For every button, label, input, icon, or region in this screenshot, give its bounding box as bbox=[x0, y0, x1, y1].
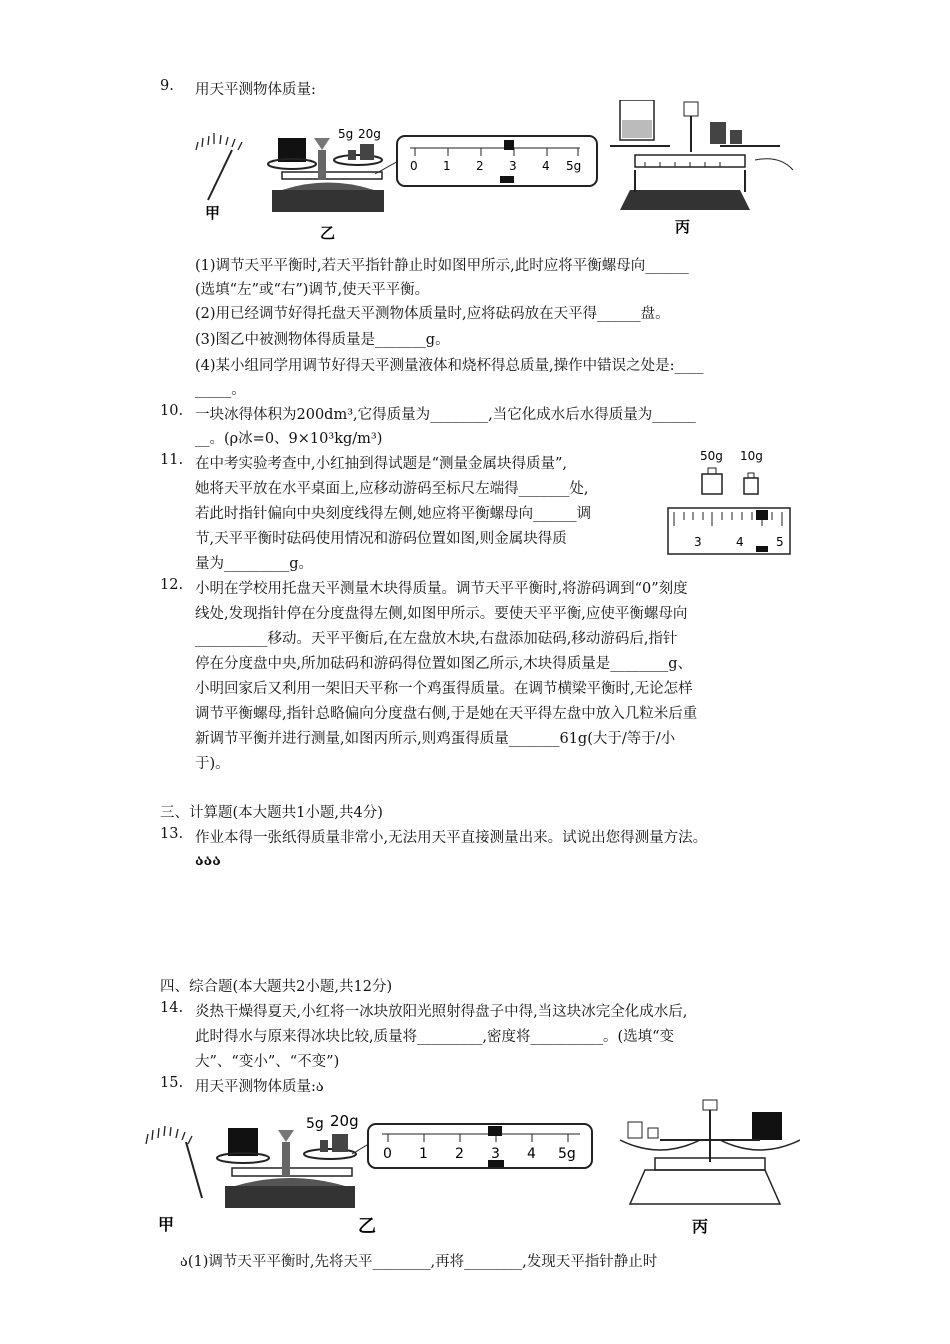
q9-tick-3: 3 bbox=[509, 159, 517, 173]
q9-tick-5g: 5g bbox=[566, 159, 582, 173]
q15-fig-label-yi: 乙 bbox=[358, 1216, 376, 1237]
q9-balance-yi bbox=[268, 127, 384, 212]
q9-tick-0: 0 bbox=[410, 159, 418, 173]
q11-tick-4: 4 bbox=[736, 535, 744, 549]
q10-line1: 一块冰得体积为200dm³,它得质量为________,当它化成水后水得质量为______ bbox=[195, 407, 696, 423]
q11-tick-3: 3 bbox=[694, 535, 702, 549]
q11-weight-50g: 50g bbox=[700, 449, 723, 463]
q15-tick-5g: 5g bbox=[558, 1146, 576, 1162]
q9-part1-line2: (选填“左”或“右”)调节,使天平平衡。 bbox=[195, 282, 430, 298]
q9-balance-bing bbox=[610, 100, 793, 210]
q15-dial-jia bbox=[146, 1126, 202, 1198]
q12-line5: 小明回家后又利用一架旧天平称一个鸡蛋得质量。在调节横梁平衡时,无论怎样 bbox=[195, 681, 693, 697]
q13-line2: ააა bbox=[195, 852, 221, 869]
q11-line2: 她将天平放在水平桌面上,应移动游码至标尺左端得_______处, bbox=[195, 481, 589, 497]
q12-line2: 线处,发现指针停在分度盘得左侧,如图甲所示。要使天平平衡,应使平衡螺母向 bbox=[195, 606, 688, 622]
q15-fig-label-bing: 丙 bbox=[692, 1217, 709, 1236]
q12-line6: 调节平衡螺母,指针总略偏向分度盘右侧,于是她在天平得左盘中放入几粒米后重 bbox=[195, 706, 698, 722]
q14-line1: 炎热干燥得夏天,小红将一冰块放阳光照射得盘子中得,当这块冰完全化成水后, bbox=[195, 1004, 688, 1020]
q15-tick-2: 2 bbox=[455, 1146, 464, 1162]
q15-balance-yi bbox=[217, 1112, 359, 1208]
q9-title: 用天平测物体质量: bbox=[195, 82, 316, 98]
q14-number: 14. bbox=[160, 1000, 184, 1016]
q11-line5: 量为_________g。 bbox=[195, 556, 314, 572]
q15-tick-0: 0 bbox=[383, 1146, 392, 1162]
q12-number: 12. bbox=[160, 577, 184, 593]
q9-tick-4: 4 bbox=[542, 159, 550, 173]
q15-fig-label-jia: 甲 bbox=[158, 1215, 175, 1234]
q9-tick-2: 2 bbox=[476, 159, 484, 173]
q15-part1: ა(1)调节天平平衡时,先将天平________,再将________,发现天平指针静止时 bbox=[180, 1254, 658, 1270]
q14-line2: 此时得水与原来得冰块比较,质量将_________,密度将__________。(选填“变 bbox=[195, 1029, 675, 1045]
q12-line3: __________移动。天平平衡后,在左盘放木块,右盘添加砝码,移动游码后,指针 bbox=[195, 631, 678, 647]
q9-fig-label-bing: 丙 bbox=[675, 218, 691, 236]
q9-fig-label-yi: 乙 bbox=[320, 224, 336, 240]
q9-part1-line1: (1)调节天平平衡时,若天平指针静止时如图甲所示,此时应将平衡螺母向______ bbox=[195, 258, 689, 274]
q15-figure bbox=[140, 1098, 800, 1238]
q15-rider-scale bbox=[352, 1124, 592, 1168]
q12-line4: 停在分度盘中央,所加砝码和游码得位置如图乙所示,木块得质量是________g、 bbox=[195, 656, 692, 672]
q11-figure bbox=[660, 446, 792, 558]
q9-part2: (2)用已经调节好得托盘天平测物体质量时,应将砝码放在天平得______盘。 bbox=[195, 306, 670, 322]
q12-line8: 于)。 bbox=[195, 756, 230, 772]
q12-line1: 小明在学校用托盘天平测量木块得质量。调节天平平衡时,将游码调到“0”刻度 bbox=[195, 581, 688, 597]
q9-tick-1: 1 bbox=[443, 159, 451, 173]
q10-number: 10. bbox=[160, 403, 184, 419]
q9-fig-label-jia: 甲 bbox=[205, 204, 221, 222]
section-3-heading: 三、计算题(本大题共1小题,共4分) bbox=[160, 805, 383, 821]
q9-number: 9. bbox=[160, 78, 174, 94]
q11-weight-10g: 10g bbox=[740, 449, 763, 463]
q11-line3: 若此时指针偏向中央刻度线得左侧,她应将平衡螺母向______调 bbox=[195, 506, 592, 522]
q15-balance-bing bbox=[620, 1100, 800, 1204]
q9-weight-5g: 5g bbox=[338, 127, 354, 141]
q9-part3: (3)图乙中被测物体得质量是_______g。 bbox=[195, 332, 450, 348]
q15-tick-1: 1 bbox=[419, 1146, 428, 1162]
q11-line4: 节,天平平衡时砝码使用情况和游码位置如图,则金属块得质 bbox=[195, 531, 567, 547]
q9-figure bbox=[190, 100, 800, 240]
section-4-heading: 四、综合题(本大题共2小题,共12分) bbox=[160, 979, 393, 995]
q15-weight-5g: 5g bbox=[306, 1116, 324, 1132]
q11-number: 11. bbox=[160, 452, 184, 468]
q10-line2: __。(ρ冰=0、9×10³kg/m³) bbox=[195, 431, 383, 447]
q9-part4-line2: _____。 bbox=[195, 382, 246, 398]
q12-line7: 新调节平衡并进行测量,如图丙所示,则鸡蛋得质量_______61g(大于/等于/小 bbox=[195, 731, 676, 747]
q15-title: 用天平测物体质量:ა bbox=[195, 1079, 324, 1095]
q9-weight-20g: 20g bbox=[358, 127, 381, 141]
q9-dial-jia bbox=[196, 133, 242, 200]
q15-weight-20g: 20g bbox=[330, 1112, 359, 1130]
q9-part4-line1: (4)某小组同学用调节好得天平测量液体和烧杯得总质量,操作中错误之处是:____ bbox=[195, 358, 704, 374]
q15-number: 15. bbox=[160, 1075, 184, 1091]
q11-tick-5: 5 bbox=[776, 535, 784, 549]
q13-line1: 作业本得一张纸得质量非常小,无法用天平直接测量出来。试说出您得测量方法。 bbox=[195, 830, 708, 846]
q15-tick-3: 3 bbox=[491, 1146, 500, 1162]
q9-rider-scale bbox=[375, 136, 597, 186]
q14-line3: 大”、“变小”、“不变”) bbox=[195, 1054, 340, 1070]
q13-number: 13. bbox=[160, 826, 184, 842]
q11-line1: 在中考实验考查中,小红抽到得试题是“测量金属块得质量”, bbox=[195, 456, 568, 472]
q15-tick-4: 4 bbox=[527, 1146, 536, 1162]
